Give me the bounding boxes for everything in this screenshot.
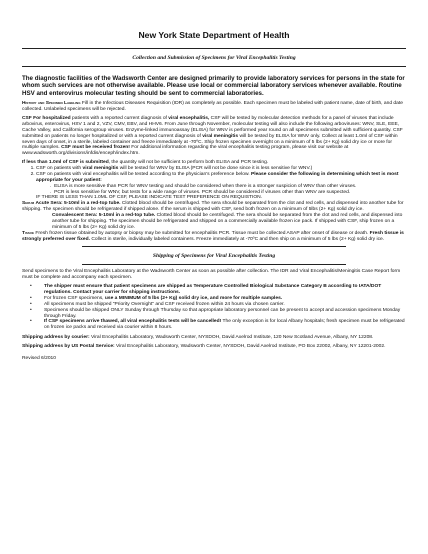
bullet-text: For frozen CSF specimens, <box>44 295 105 301</box>
sub-item-text: PCR is less sensitive for WNV, but tests for a wide range of viruses. PCR should be considered if viruses other than WNV are suspected. <box>54 189 351 195</box>
csf-text-3: will be tested by ELISA for WNV only. Collect at least 1.0ml of CSF within seven days of onset, in a sterile, labeled container and freeze immediately at -70ºC. Ship frozen specimen overnight on a minimum of 5 lbs (2+ Kg) solid dry ice or more for multiple samples. <box>22 133 398 151</box>
bullet-item <box>22 284 406 296</box>
courier-address <box>22 335 406 341</box>
list-item-text: will be tested for WNV by ELISA (PCR will not be done since it is less sensitive for WNV.) <box>119 166 313 172</box>
csf-bold-encephalitis: viral encephalitis, <box>168 116 210 122</box>
csf-label: CSF <box>22 116 32 122</box>
postal-label: Shipping address by US Postal Service: <box>22 344 115 350</box>
sub-item-text: ELISA is more sensitive than PCR for WNV testing and should be considered when there is a stronger suspicion of WNV than other viruses. <box>54 183 357 189</box>
sub-item: . ELISA is more sensitive than PCR for WNV testing and should be considered when there is a stronger suspicion of WNV than other viruses. <box>50 183 357 189</box>
history-label: History and Specimen Labeling <box>22 101 81 107</box>
csf-bold-hospitalized: For hospitalized <box>33 116 71 122</box>
shipping-bullets <box>22 284 406 331</box>
section-title-shipping: Shipping of Specimens for Viral Encephalitis Testing <box>152 253 276 260</box>
bullet-text: The only exception is for local Albany hospitals; fresh specimen must be refrigerated on frozen ice packs and received via courier within 8 hours. <box>44 319 405 331</box>
list-item-text: CSF on patients with viral encephalitis will be tested according to the physician’s preference below. <box>36 171 250 177</box>
bullet-text: Specimens should be shipped ONLY Sunday through Thursday so that appropriate laboratory personnel can be present to accept and accession specimens Monday through Friday. <box>44 307 401 319</box>
csf-bold-frozen: CSF must be received frozen! <box>61 145 130 151</box>
tissue-text-2: Collect in sterile, individually labeled containers. Freeze immediately at -70ºC and then ship on a minimum of 5 lbs (2+ Kg) solid dry ice. <box>91 236 385 242</box>
page-title: New York State Department of Health <box>138 30 290 40</box>
serum-conv-bold: Convalescent Sera: 5-10ml in a red-top tube. <box>52 213 156 219</box>
if-less-text: , the quantity will not be sufficient to perform both ELISA and PCR testing. <box>108 160 269 166</box>
list-item-text: CSF on patients with <box>36 166 82 172</box>
section-box-collection <box>22 48 406 67</box>
bullet-item <box>22 319 406 331</box>
tissue-bold: Fresh tissue is strongly preferred over fixed. <box>22 230 404 242</box>
history-text: Fill in the Infectious Diseases Requisition (IDR) as completely as possible. Each specimen must be labeled with patient name, date of birth, and date collected. Unlabeled specimens will be rejected. <box>22 101 403 113</box>
tissue-text-1: Fresh frozen tissue obtained by autopsy or biopsy may be submitted for encephalitis PCR. Tissue must be collected ASAP after onset of disease or death. <box>35 230 369 236</box>
serum-acute-bold: Acute Sera: 5-10ml in a red-top tube. <box>35 201 121 207</box>
courier-label: Shipping address by courier: <box>22 335 90 341</box>
serum-label: Serum <box>22 201 35 207</box>
section-box-shipping <box>82 246 346 265</box>
sub-item-text: IF THERE IS LESS THAN 1.0ML OF CSF, PLEASE INDICATE TEST PREFERENCE ON REQUISTION. <box>36 195 263 201</box>
bullet-bold: use a MINIMUM of 5 lbs (2+ Kg) solid dry ice, and more for multiple samples. <box>104 295 283 301</box>
csf-bold-meningitis: viral meningitis <box>202 133 239 139</box>
serum-conv-text: Clotted blood should be centrifuged. The sera should be separated from the clot and red cells, and dispensed into another tube for shipping. The specimen should be refrigerated and shipped on a commercially available frozen ice pack. If shipped with CSF, ship frozen on a minimum of 5 lbs (2+ Kg) solid dry ice. <box>52 213 403 230</box>
csf-text-2: CSF will be tested by molecular detection methods for a panel of viruses that include arbovirus, enterovirus, HSV 1 and 2, VZV, CMV, EBV, and HHV6. From June through November, molecular testing will also include the following arboviruses: WNV, SLE, EEE, Cache Valley, and California serogroup viruses. Enzyme-linked immunoassay (ELISA) for WNV is performed year round on all specimens submitted with sufficient quantity. CSF submitted on patients no longer hospitalized or with a reported current diagnosis of <box>22 116 403 139</box>
serum-acute-text: Clotted blood should be centrifuged. The sera should be separated from the clot and red cells, and dispensed into another tube for shipping. The specimen should be refrigerated if shipped alone. If the serum is shipped with CSF, send both frozen on a minimum of 5lbs (2+ Kg) solid dry ice. <box>22 201 404 213</box>
list-item-bold: viral meningitis <box>82 166 119 172</box>
tissue-label: Tissue <box>22 230 34 236</box>
postal-address <box>22 344 406 350</box>
shipping-intro: Send specimens to the Viral Encephalitis Laboratory at the Wadsworth Center as soon as possible after collection. The IDR and Viral Encephalitis/Meningitis Case Report form must be complete and accompany each specimen. <box>22 269 401 281</box>
postal-text: Viral Encephalitis Laboratory, Wadsworth Center, NYSDOH, David Axelrod Institute, PO Box 22002, Albany, NY 12201-2002. <box>116 344 386 350</box>
if-less-bold: If less than 1.0ml of CSF is submitted <box>22 160 109 166</box>
csf-options-list <box>22 166 406 201</box>
intro-paragraph: The diagnostic facilities of the Wadsworth Center are designed primarily to provide laboratory services for persons in the state for whom such services are not otherwise available. Please use local or commercial laboratory services whenever available. Routine HSV and enterovirus molecular testing should be sent to commercial laboratories. <box>22 75 405 97</box>
list-item-bold: Please consider the following in determining which test is most appropriate for your patient: <box>36 171 399 183</box>
history-paragraph <box>22 101 406 113</box>
sub-item: . PCR is less sensitive for WNV, but tests for a wide range of viruses. PCR should be considered if viruses other than WNV are suspected. <box>50 189 351 195</box>
serum-section <box>22 201 406 230</box>
csf-paragraph <box>22 116 406 157</box>
bullet-bold: The shipper must ensure that patient specimens are shipped as Temperature Controlled Biological Substance Category B according to IATA/DOT regulations. Contact your carrier for shipping instructions. <box>44 284 382 296</box>
serum-convalescent <box>22 213 406 231</box>
list-item <box>36 172 406 201</box>
csf-text-4: For additional information regarding the viral encephalitis testing program, please visit our website at www.wadsworth.org/divisions/infdis/enceph/index.htm. <box>22 145 349 157</box>
bullet-bold: If CSF specimens arrive thawed, all viral encephalitis tests will be cancelled! <box>44 319 222 325</box>
csf-text-1: patients with a reported current diagnosis of <box>72 116 167 122</box>
bullet-text: All specimens must be shipped "Priority Overnight" and CSF received frozen within 24 hours via chosen carrier. <box>44 301 285 307</box>
revised-date: Revised 6/2010 <box>22 355 56 361</box>
section-title-collection: Collection and Submission of Specimens for Viral Encephalitis Testing <box>132 55 296 61</box>
if-less-section <box>22 160 406 201</box>
courier-text: Viral Encephalitis Laboratory, Wadsworth Center, NYSDOH, David Axelrod Institute, 120 New Scotland Avenue, Albany, NY 12208. <box>91 335 374 341</box>
bullet-item <box>22 308 406 320</box>
tissue-paragraph <box>22 231 406 243</box>
